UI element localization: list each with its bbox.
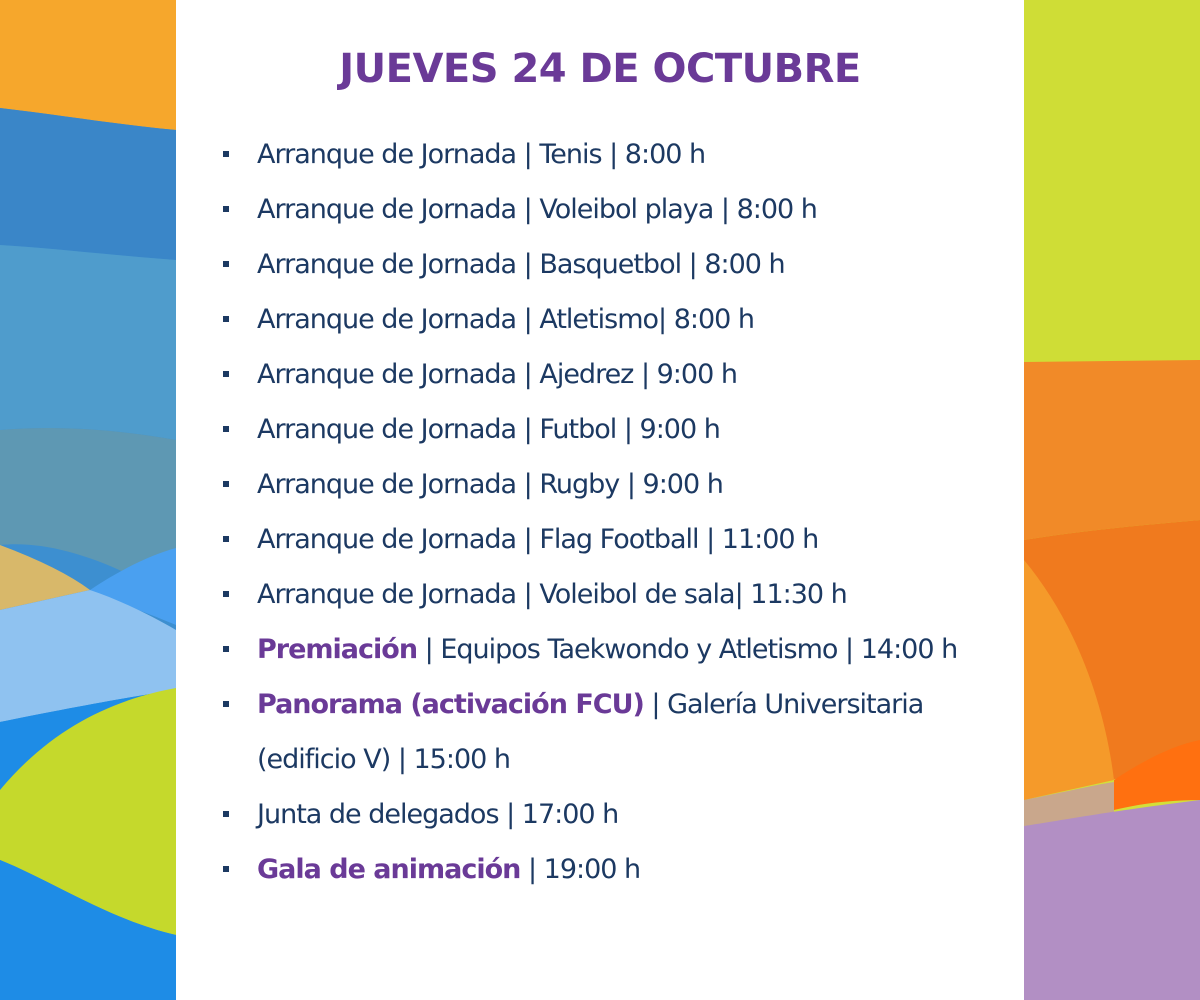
- item-text: Arranque de Jornada | Atletismo| 8:00 h: [257, 304, 755, 335]
- schedule-item: [221, 842, 981, 897]
- schedule-item: [221, 237, 981, 292]
- schedule-list: [221, 127, 981, 897]
- item-text: Arranque de Jornada | Ajedrez | 9:00 h: [257, 359, 737, 390]
- bullet-icon: [223, 591, 229, 597]
- item-highlight: Premiación: [257, 634, 418, 665]
- bullet-icon: [223, 701, 229, 707]
- left-decorative-background: [0, 0, 176, 1000]
- bullet-icon: [223, 316, 229, 322]
- bullet-icon: [223, 866, 229, 872]
- bullet-icon: [223, 261, 229, 267]
- schedule-item: [221, 292, 981, 347]
- item-text: Junta de delegados | 17:00 h: [257, 799, 619, 830]
- schedule-item: [221, 182, 981, 237]
- item-text: Arranque de Jornada | Flag Football | 11:00 h: [257, 524, 819, 555]
- page-title: JUEVES 24 DE OCTUBRE: [339, 46, 861, 92]
- bullet-icon: [223, 371, 229, 377]
- item-highlight: Panorama (activación FCU): [257, 689, 644, 720]
- schedule-item: [221, 402, 981, 457]
- schedule-item: [221, 127, 981, 182]
- bullet-icon: [223, 426, 229, 432]
- bullet-icon: [223, 536, 229, 542]
- schedule-item: [221, 457, 981, 512]
- schedule-panel: [176, 0, 1024, 1000]
- item-text: Arranque de Jornada | Tenis | 8:00 h: [257, 139, 706, 170]
- item-text: Arranque de Jornada | Futbol | 9:00 h: [257, 414, 720, 445]
- bullet-icon: [223, 481, 229, 487]
- bullet-icon: [223, 811, 229, 817]
- item-text: | 19:00 h: [520, 854, 641, 885]
- schedule-item: [221, 622, 981, 677]
- right-decorative-background: [1024, 0, 1200, 1000]
- schedule-item: [221, 677, 981, 787]
- item-text: | Equipos Taekwondo y Atletismo | 14:00 h: [417, 634, 958, 665]
- item-text: | Galería Universitaria (edificio V) | 15:00 h: [257, 689, 924, 775]
- schedule-item: [221, 347, 981, 402]
- bullet-icon: [223, 151, 229, 157]
- item-text: Arranque de Jornada | Voleibol de sala| 11:30 h: [257, 579, 847, 610]
- schedule-item: [221, 567, 981, 622]
- schedule-item: [221, 512, 981, 567]
- item-highlight: Gala de animación: [257, 854, 521, 885]
- schedule-item: [221, 787, 981, 842]
- bullet-icon: [223, 206, 229, 212]
- item-text: Arranque de Jornada | Basquetbol | 8:00 h: [257, 249, 785, 280]
- item-text: Arranque de Jornada | Rugby | 9:00 h: [257, 469, 723, 500]
- bullet-icon: [223, 646, 229, 652]
- item-text: Arranque de Jornada | Voleibol playa | 8:00 h: [257, 194, 817, 225]
